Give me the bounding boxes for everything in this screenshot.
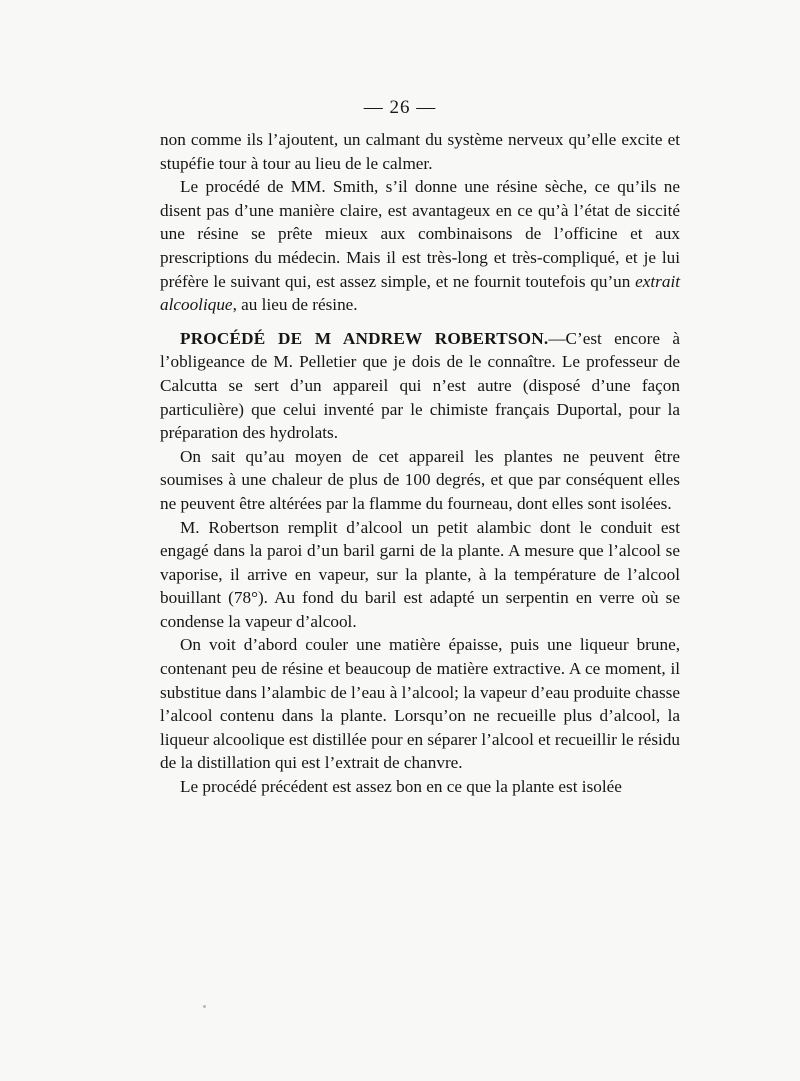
paper-speck xyxy=(203,1005,206,1008)
paragraph-7-text: Le procédé précédent est assez bon en ce que la plante est isolée xyxy=(180,777,622,797)
paragraph-1 xyxy=(160,128,680,175)
paragraph-7 xyxy=(160,775,680,799)
paragraph-3 xyxy=(160,327,680,445)
paragraph-5 xyxy=(160,516,680,634)
paragraph-5-text: M. Robertson remplit d’alcool un petit alambic dont le conduit est engagé dans la paroi d’un baril garni de la plante. A mesure que l’alcool se vaporise, il arrive en vapeur, sur la plante, à la température de l’alcool bouillant (78°). Au fond du baril est adapté un serpentin en verre où se condense la vapeur d’alcool. xyxy=(160,517,680,631)
paragraph-2 xyxy=(160,175,680,317)
paragraph-1-text: non comme ils l’ajoutent, un calmant du système nerveux qu’elle excite et stupéfie tour à tour au lieu de le calmer. xyxy=(160,130,680,173)
paragraph-2-text: Le procédé de MM. Smith, s’il donne une résine sèche, ce qu’ils ne disent pas d’une manière claire, est avantageux en ce qu’à l’état de siccité une résine se prête mieux aux combinaisons de l’officine et aux prescriptions du médecin. Mais il est très-long et très-compliqué, et je lui préfère le suivant qui, est assez simple, et ne fournit toutefois qu’un xyxy=(160,177,680,291)
body-text xyxy=(160,128,680,799)
page-number: — 26 — xyxy=(363,97,437,118)
paragraph-2-end: , au lieu de résine. xyxy=(232,295,358,315)
section-heading: PROCÉDÉ DE M ANDREW ROBERTSON. xyxy=(180,328,549,348)
paragraph-6-text: On voit d’abord couler une matière épaisse, puis une liqueur brune, contenant peu de résine et beaucoup de matière extractive. A ce moment, il substitue dans l’alambic de l’eau à l’alcool; la vapeur d’eau produite chasse l’alcool contenu dans la plante. Lorsqu’on ne recueille plus d’alcool, la liqueur alcoolique est distillée pour en séparer l’alcool et recueillir le résidu de la distillation qui est l’extrait de chanvre. xyxy=(160,635,680,773)
paragraph-3-text: —C’est encore à l’obligeance de M. Pelletier que je dois de le connaître. Le professeur de Calcutta se sert d’un appareil qui n’est autre (disposé d’une façon particulière) que celui inventé par le chimiste français Duportal, pour la préparation des hydrolats. xyxy=(160,328,680,443)
paragraph-4 xyxy=(160,445,680,516)
paragraph-6 xyxy=(160,633,680,775)
paragraph-4-text: On sait qu’au moyen de cet appareil les plantes ne peuvent être soumises à une chaleur de plus de 100 degrés, et que par conséquent elles ne peuvent être altérées par la flamme du fourneau, dont elles sont isolées. xyxy=(160,446,680,513)
italic-term: extrait alcoolique xyxy=(160,271,680,315)
